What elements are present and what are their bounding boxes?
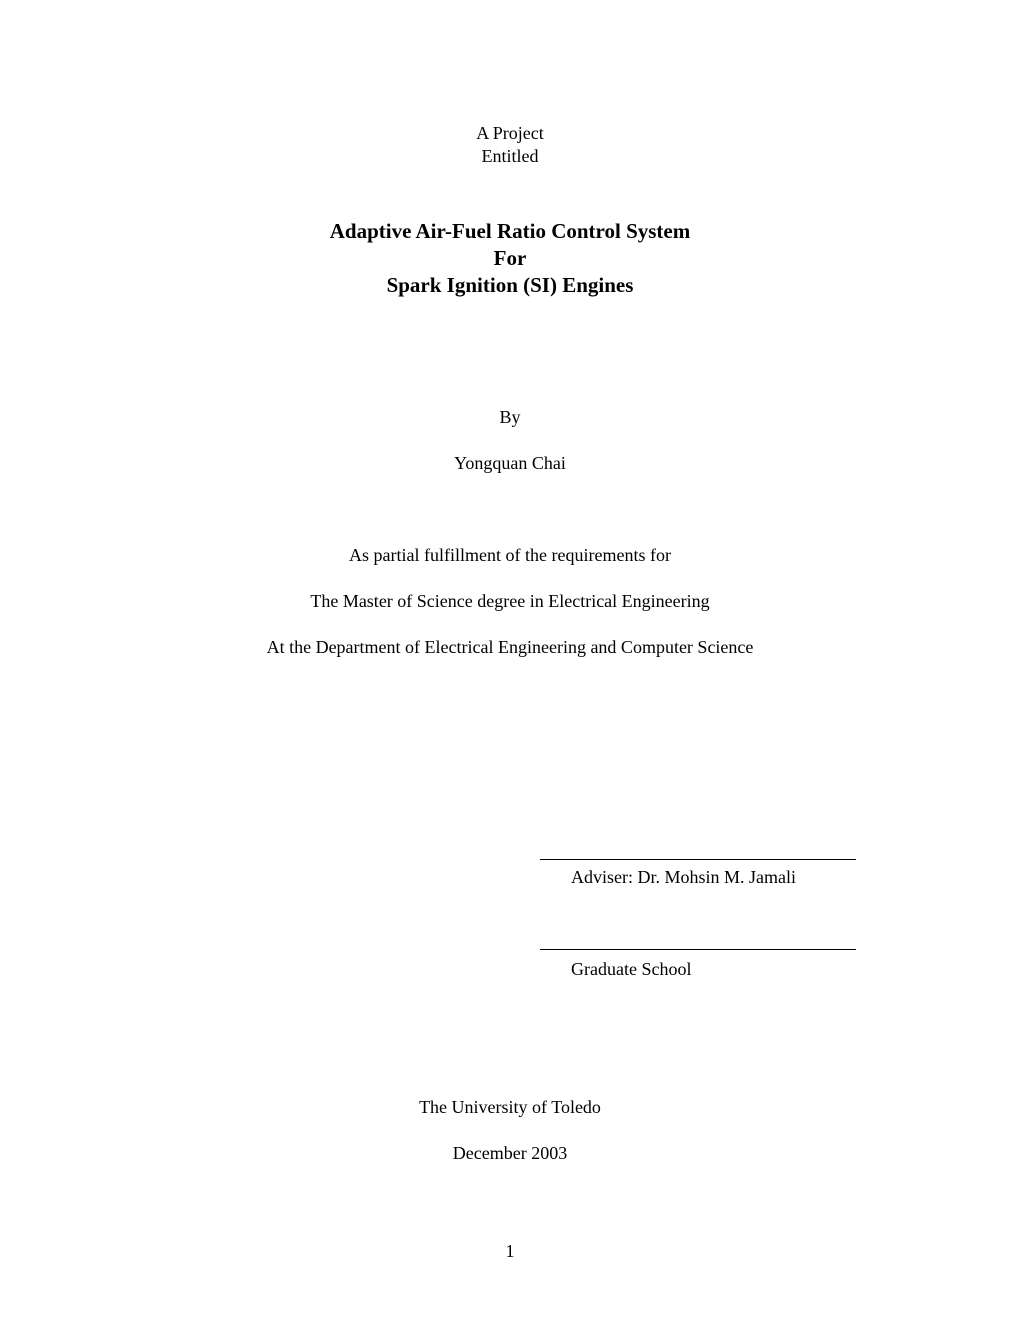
fulfillment-line-3: At the Department of Electrical Engineering and Computer Science [266,637,754,657]
adviser-signature-line [540,859,856,860]
header-line-project: A Project [476,123,544,143]
author-name: Yongquan Chai [454,453,566,473]
fulfillment-line-1: As partial fulfillment of the requirements for [349,545,671,565]
by-label: By [499,407,521,427]
header-line-entitled: Entitled [481,146,539,166]
page-number: 1 [505,1241,515,1261]
graduate-school-signature-line [540,949,856,950]
university-name: The University of Toledo [419,1097,601,1117]
title-line-2: For [493,246,527,270]
submission-date: December 2003 [452,1143,568,1163]
graduate-school-signature-label: Graduate School [571,959,692,979]
title-line-1: Adaptive Air-Fuel Ratio Control System [329,219,691,243]
adviser-signature-label: Adviser: Dr. Mohsin M. Jamali [571,867,796,887]
title-line-3: Spark Ignition (SI) Engines [386,273,634,297]
fulfillment-line-2: The Master of Science degree in Electrical Engineering [310,591,710,611]
